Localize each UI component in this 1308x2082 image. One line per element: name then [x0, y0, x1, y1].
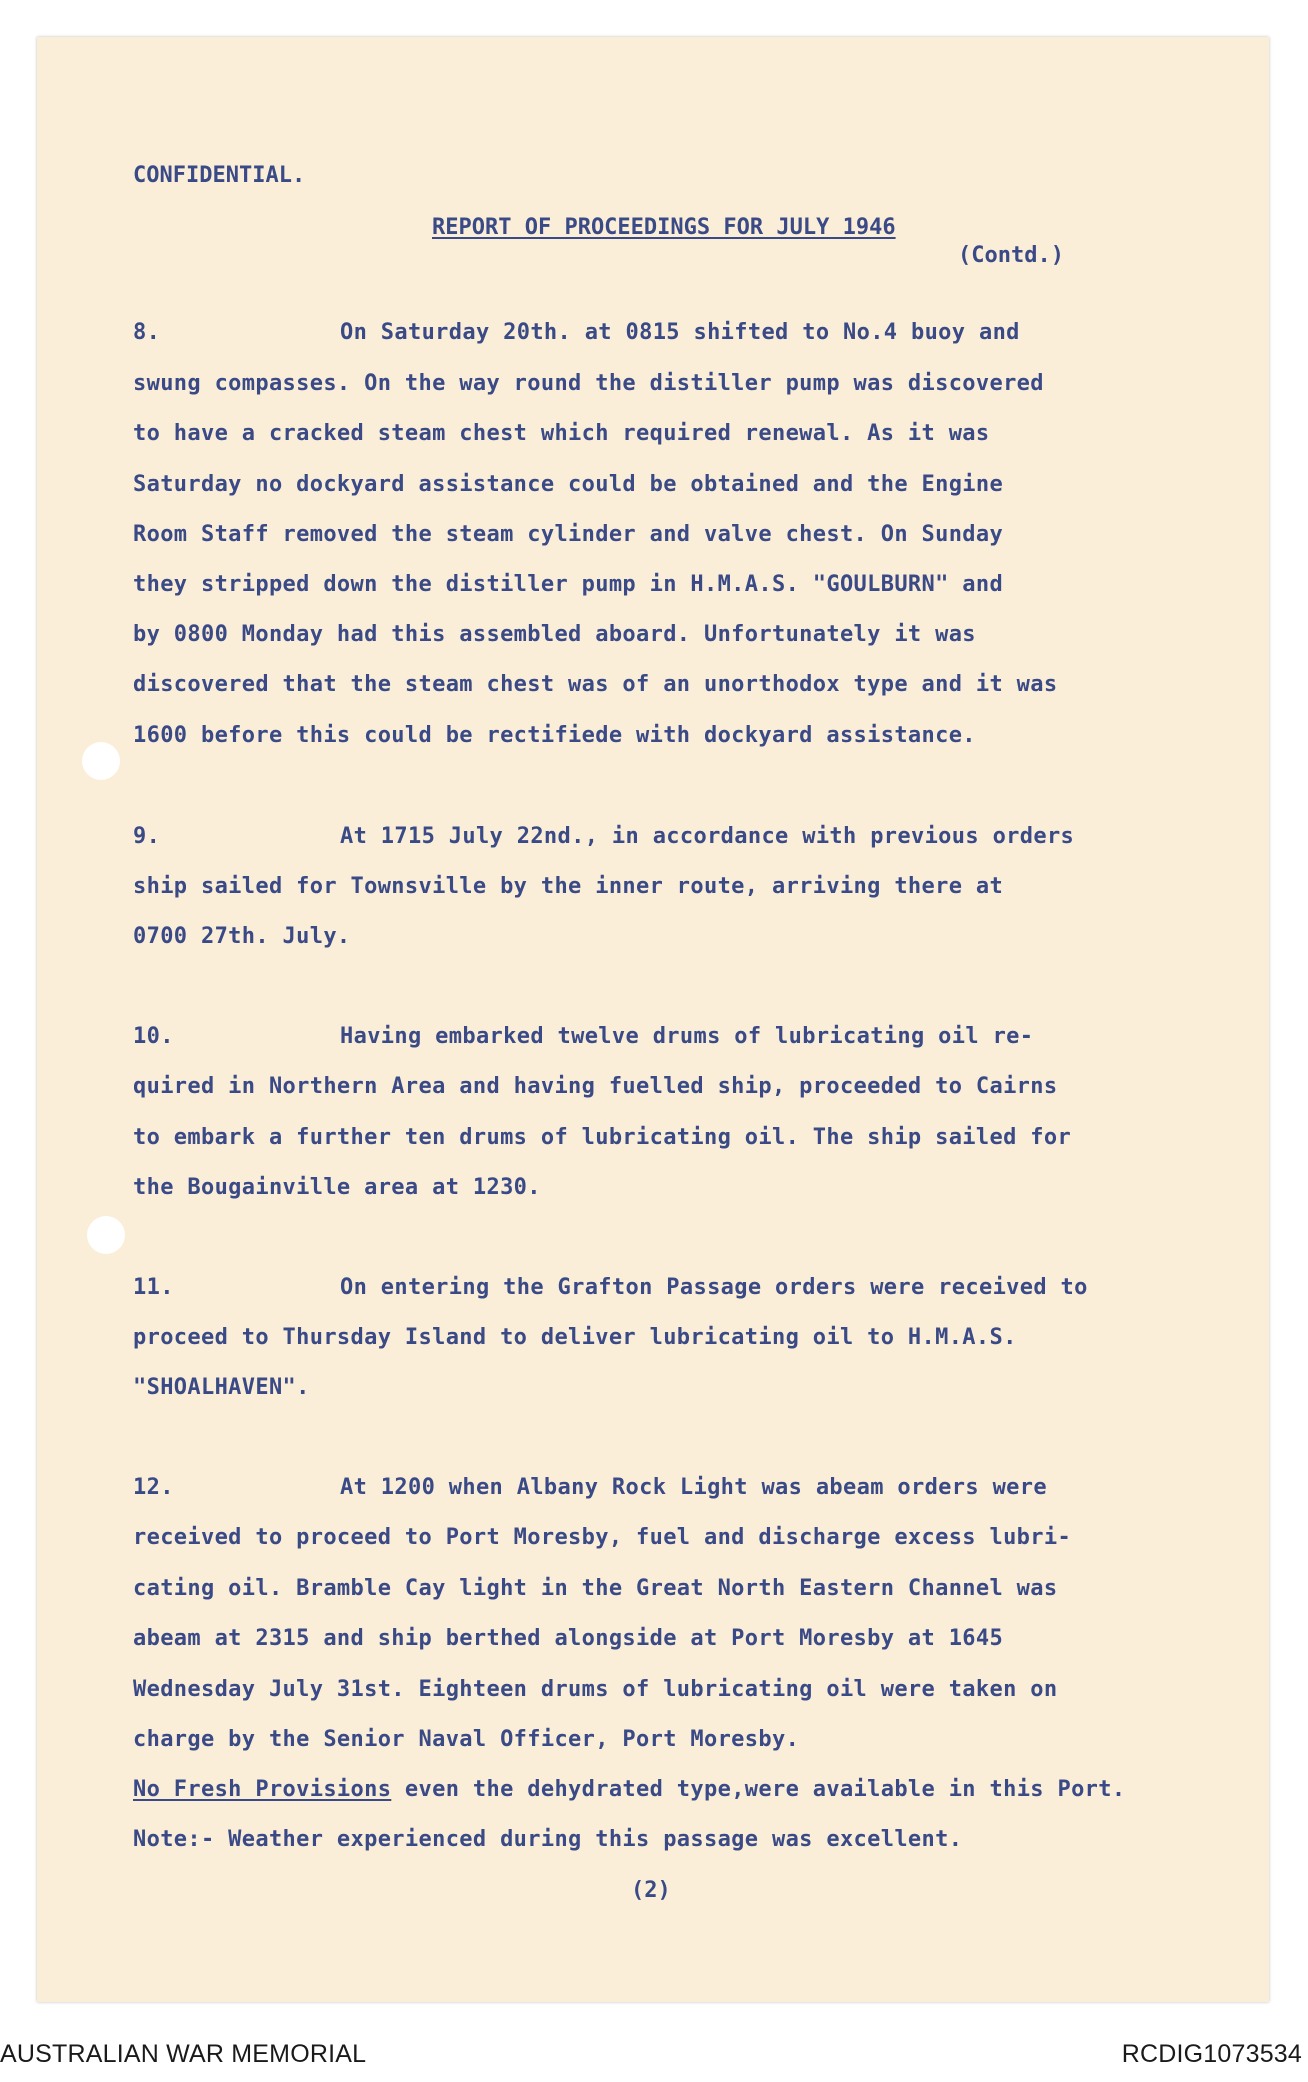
paragraph-line: they stripped down the distiller pump in H.M.A.S. "GOULBURN" and: [133, 572, 1004, 597]
paragraph-number: 10.: [133, 1024, 174, 1049]
paragraph-line: On entering the Grafton Passage orders were received to: [340, 1275, 1088, 1300]
paragraph-line: swung compasses. On the way round the distiller pump was discovered: [133, 371, 1044, 396]
paragraph-line: At 1715 July 22nd., in accordance with previous orders: [340, 824, 1075, 849]
paragraph-number: 8.: [133, 320, 161, 345]
paragraph-number: 9.: [133, 824, 161, 849]
paragraph-line: charge by the Senior Naval Officer, Port Moresby.: [133, 1727, 800, 1752]
paragraph-line: 1600 before this could be rectifiede with dockyard assistance.: [133, 723, 976, 748]
paragraph-line: the Bougainville area at 1230.: [133, 1175, 541, 1200]
paragraph-line: proceed to Thursday Island to deliver lubricating oil to H.M.A.S.: [133, 1325, 1017, 1350]
paragraph-line: to embark a further ten drums of lubricating oil. The ship sailed for: [133, 1125, 1072, 1150]
paragraph-line: abeam at 2315 and ship berthed alongside at Port Moresby at 1645: [133, 1626, 1004, 1651]
paragraph-line: quired in Northern Area and having fuelled ship, proceeded to Cairns: [133, 1074, 1058, 1099]
punch-hole: [82, 742, 120, 780]
footer-id: RCDIG1073534: [1121, 2040, 1302, 2068]
paragraph-line: to have a cracked steam chest which required renewal. As it was: [133, 421, 990, 446]
paragraph-line: Room Staff removed the steam cylinder and valve chest. On Sunday: [133, 522, 1004, 547]
classification-label: CONFIDENTIAL.: [133, 163, 306, 188]
paragraph-line: ship sailed for Townsville by the inner route, arriving there at: [133, 874, 1004, 899]
punch-hole: [87, 1216, 125, 1254]
paragraph-line: Wednesday July 31st. Eighteen drums of lubricating oil were taken on: [133, 1677, 1058, 1702]
fresh-provisions-text: even the dehydrated type,were available in this Port.: [391, 1777, 1126, 1802]
paragraph-line: received to proceed to Port Moresby, fuel and discharge excess lubri-: [133, 1525, 1072, 1550]
page-number: (2): [631, 1878, 671, 1903]
paragraph-line: discovered that the steam chest was of an unorthodox type and it was: [133, 672, 1058, 697]
paragraph-line: Having embarked twelve drums of lubricating oil re-: [340, 1024, 1034, 1049]
paragraph-line: At 1200 when Albany Rock Light was abeam orders were: [340, 1475, 1047, 1500]
paragraph-line: cating oil. Bramble Cay light in the Great North Eastern Channel was: [133, 1576, 1058, 1601]
paragraph-number: 12.: [133, 1475, 174, 1500]
paragraph-line: 0700 27th. July.: [133, 924, 351, 949]
paragraph-line: On Saturday 20th. at 0815 shifted to No.4 buoy and: [340, 320, 1020, 345]
continued-label: (Contd.): [958, 243, 1064, 268]
paragraph-number: 11.: [133, 1275, 174, 1300]
footer-source: AUSTRALIAN WAR MEMORIAL: [0, 2040, 367, 2068]
note-line: Note:- Weather experienced during this passage was excellent.: [133, 1827, 963, 1852]
paragraph-line: Saturday no dockyard assistance could be obtained and the Engine: [133, 472, 1004, 497]
fresh-provisions-label: No Fresh Provisions: [133, 1777, 392, 1802]
fresh-provisions-line: [133, 1777, 1125, 1802]
paragraph-line: "SHOALHAVEN".: [133, 1375, 310, 1400]
document-title: REPORT OF PROCEEDINGS FOR JULY 1946: [432, 215, 896, 240]
paragraph-line: by 0800 Monday had this assembled aboard. Unfortunately it was: [133, 622, 976, 647]
